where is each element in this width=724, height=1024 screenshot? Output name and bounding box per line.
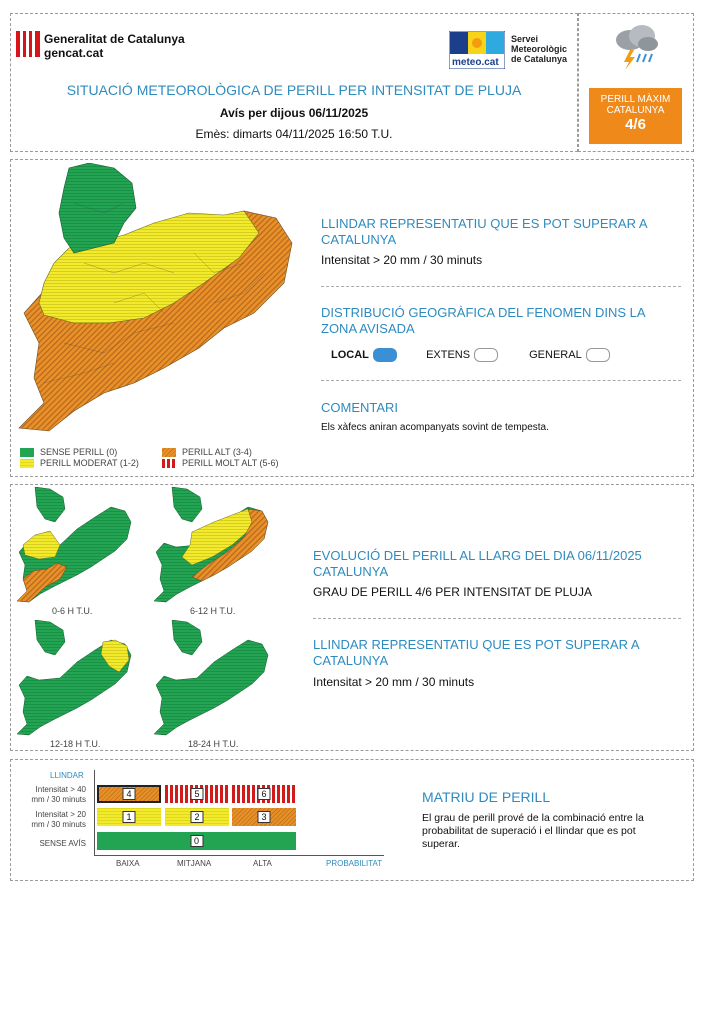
row2-label-line1: Intensitat > 20 xyxy=(35,810,86,819)
comment-text: Els xàfecs aniran acompanyats sovint de tempesta. xyxy=(321,422,549,433)
matrix-cell-1 xyxy=(97,808,161,826)
max-danger-label1: PERILL MÀXIM xyxy=(600,94,671,105)
cell-1-value: 1 xyxy=(122,811,135,823)
matrix-cell-0 xyxy=(97,832,296,850)
matrix-cell-3 xyxy=(232,808,296,826)
legend-swatch-green xyxy=(20,448,34,457)
issued-date: Emès: dimarts 04/11/2025 16:50 T.U. xyxy=(195,127,393,141)
option-extens-label: EXTENS xyxy=(426,348,471,361)
evolution-threshold-title: LLINDAR REPRESENTATIU QUE ES POT SUPERAR A CATALUNYA xyxy=(313,637,639,668)
option-general[interactable] xyxy=(529,348,610,362)
map-0-6-label: 0-6 H T.U. xyxy=(52,606,93,616)
toggle-general[interactable] xyxy=(586,348,610,362)
map-18-24[interactable] xyxy=(152,620,270,738)
evolution-value: GRAU DE PERILL 4/6 PER INTENSITAT DE PLUJA xyxy=(313,585,592,599)
matrix-cell-4 xyxy=(97,785,161,803)
matrix-cell-6 xyxy=(232,785,296,803)
rain-thunder-icon xyxy=(608,22,664,70)
smc-name-line3: de Catalunya xyxy=(511,54,568,64)
smc-name-line1: Servei xyxy=(511,34,539,44)
map-12-18[interactable] xyxy=(15,620,133,738)
distribution-options xyxy=(331,348,610,362)
legend-swatch-yellow xyxy=(20,459,34,468)
map-18-24-label: 18-24 H T.U. xyxy=(188,739,239,749)
row2-label xyxy=(14,810,86,830)
map-6-12-label: 6-12 H T.U. xyxy=(190,606,236,616)
gencat-site: gencat.cat xyxy=(44,46,104,60)
divider xyxy=(313,618,681,619)
matrix-title: MATRIU DE PERILL xyxy=(422,789,551,805)
max-danger-badge xyxy=(589,88,682,144)
comment-title: COMENTARI xyxy=(321,400,399,415)
legend-very-high xyxy=(162,458,279,468)
legend-very-high-label: PERILL MOLT ALT (5-6) xyxy=(182,458,279,468)
threshold-value: Intensitat > 20 mm / 30 minuts xyxy=(321,253,483,267)
x-label-alta: ALTA xyxy=(253,859,272,868)
row3-label: SENSE AVÍS xyxy=(39,839,86,848)
legend-high xyxy=(162,447,252,457)
x-axis-title: PROBABILITAT xyxy=(326,859,383,868)
map-6-12[interactable] xyxy=(152,487,270,605)
cell-0-value: 0 xyxy=(190,835,203,847)
row1-label-line2: mm / 30 minuts xyxy=(31,795,86,804)
cell-4-value: 4 xyxy=(122,788,135,800)
page-title: SITUACIÓ METEOROLÒGICA DE PERILL PER INTENSITAT DE PLUJA xyxy=(66,82,522,98)
x-label-mitjana: MITJANA xyxy=(177,859,212,868)
row1-label xyxy=(14,785,86,805)
cell-5-value: 5 xyxy=(190,788,203,800)
legend-none-label: SENSE PERILL (0) xyxy=(40,447,118,457)
cell-3-value: 3 xyxy=(257,811,270,823)
warning-date: Avís per dijous 06/11/2025 xyxy=(219,106,369,120)
matrix-text: El grau de perill prové de la combinació entre la probabilitat de superació i el llindar que es pot superar. xyxy=(422,812,644,850)
gencat-name: Generalitat de Catalunya xyxy=(44,32,185,46)
option-local-label: LOCAL xyxy=(331,348,369,361)
legend-swatch-orange xyxy=(162,448,176,457)
smc-name-line2: Meteorològic xyxy=(511,44,568,54)
option-local[interactable] xyxy=(331,348,423,362)
map-12-18-label: 12-18 H T.U. xyxy=(50,739,101,749)
matrix-y-axis xyxy=(94,770,95,856)
toggle-local[interactable] xyxy=(373,348,397,362)
row2-label-line2: mm / 30 minuts xyxy=(31,820,86,829)
evolution-title: EVOLUCIÓ DEL PERILL AL LLARG DEL DIA 06/11/2025 CATALUNYA xyxy=(313,548,642,579)
legend-swatch-red xyxy=(162,459,176,468)
toggle-extens[interactable] xyxy=(474,348,498,362)
distribution-title: DISTRIBUCIÓ GEOGRÀFICA DEL FENOMEN DINS LA ZONA AVISADA xyxy=(321,305,645,336)
threshold-title: LLINDAR REPRESENTATIU QUE ES POT SUPERAR A CATALUNYA xyxy=(321,216,647,247)
cell-6-value: 6 xyxy=(257,788,270,800)
option-general-label: GENERAL xyxy=(529,348,582,361)
row1-label-line1: Intensitat > 40 xyxy=(35,785,86,794)
catalonia-main-map[interactable] xyxy=(14,163,296,438)
max-danger-label2: CATALUNYA xyxy=(606,105,665,116)
legend-moderate-label: PERILL MODERAT (1-2) xyxy=(40,458,139,468)
smc-name xyxy=(511,34,567,64)
matrix-x-axis xyxy=(94,855,384,856)
matrix-y-title: LLINDAR xyxy=(50,771,84,780)
evolution-threshold-value: Intensitat > 20 mm / 30 minuts xyxy=(313,675,475,689)
legend-moderate xyxy=(20,458,139,468)
legend-high-label: PERILL ALT (3-4) xyxy=(182,447,252,457)
map-0-6[interactable] xyxy=(15,487,133,605)
divider xyxy=(321,286,681,287)
divider xyxy=(321,380,681,381)
max-danger-value: 4/6 xyxy=(625,116,646,133)
matrix-cell-2 xyxy=(165,808,229,826)
legend-none xyxy=(20,447,117,457)
gencat-logo[interactable] xyxy=(16,31,40,57)
x-label-baixa: BAIXA xyxy=(116,859,140,868)
option-extens[interactable] xyxy=(426,348,526,362)
matrix-cell-5 xyxy=(165,785,229,803)
cell-2-value: 2 xyxy=(190,811,203,823)
smc-logo-text: meteo.cat xyxy=(452,57,499,68)
